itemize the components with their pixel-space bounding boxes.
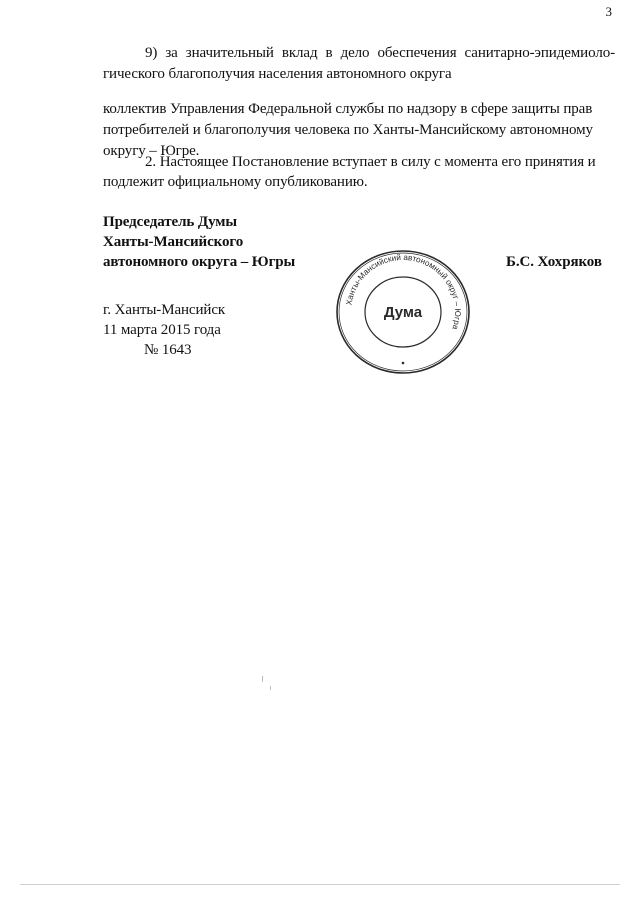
signature-title-line2: Ханты-Мансийского [103,234,244,250]
page-number: 3 [605,4,612,19]
footer-date: 11 марта 2015 года [103,322,221,338]
item9-line2: гического благополучия населения автономного округа [103,66,452,82]
official-seal [328,247,478,377]
scan-speck [270,686,271,690]
seal-center-text: Дума [383,304,423,321]
clause2-line1: 2. Настоящее Постановление вступает в силу с момента его принятия и [145,154,596,170]
item9-line1: 9) за значительный вклад в дело обеспечения санитарно-эпидемиоло- [145,45,615,61]
collective-line2: потребителей и благополучия человека по Ханты-Мансийскому автономному [103,122,593,138]
footer-city: г. Ханты-Мансийск [103,302,226,318]
clause2-line2: подлежит официальному опубликованию. [103,174,368,190]
footer-number: № 1643 [144,342,192,358]
signer-name: Б.С. Хохряков [506,254,602,270]
scan-edge-line [20,884,620,885]
signature-title-line3: автономного округа – Югры [103,254,296,270]
seal-ring-text: Ханты-Мансийский автономный округ – Югра [344,252,463,331]
scan-speck [262,676,263,682]
collective-line3: округу – Югре. [103,143,200,159]
seal-dot [402,362,405,365]
collective-line1: коллектив Управления Федеральной службы по надзору в сфере защиты прав [103,101,593,117]
signature-title-line1: Председатель Думы [103,214,238,230]
